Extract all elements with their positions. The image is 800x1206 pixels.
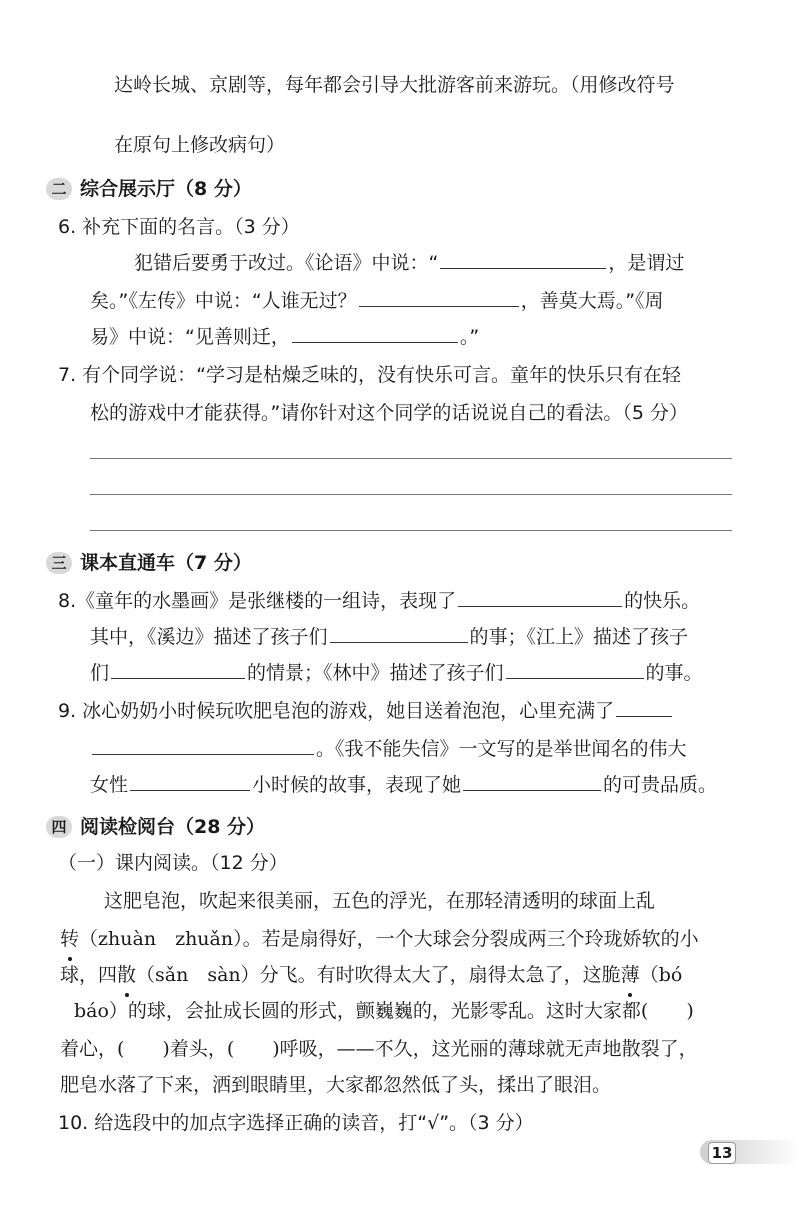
text-segment: 。《我不能失信》一文写的是举世闻名的伟大 — [316, 738, 687, 760]
dotted-char: 转 — [60, 924, 79, 954]
text-line: 达岭长城、京剧等，每年都会引导大批游客前来游玩。（用修改符号 — [114, 74, 675, 96]
passage-line: 这肥皂泡，吹起来很美丽，五色的浮光，在那轻清透明的球面上乱 — [104, 890, 656, 912]
text-segment: 们 — [90, 662, 110, 684]
passage-line — [60, 924, 699, 954]
section-badge: 三 — [46, 552, 72, 574]
text-segment: 8.《童年的水墨画》是张继楼的一组诗，表现了 — [58, 590, 457, 612]
text-segment: )呼吸，——不久，这光丽的薄球就无声地散裂了， — [272, 1038, 698, 1060]
section-badge: 二 — [46, 178, 72, 200]
text-segment: 的情景；《林中》描述了孩子们 — [247, 662, 504, 684]
text-line — [58, 696, 674, 726]
text-line — [134, 248, 684, 278]
text-line — [90, 770, 717, 800]
answer-blank[interactable] — [92, 734, 314, 755]
text-segment: 的事；《江上》描述了孩子 — [469, 626, 689, 648]
text-line: 在原句上修改病句） — [114, 134, 286, 156]
text-line — [90, 286, 664, 316]
section-title: 综合展示厅（8 分） — [80, 178, 252, 200]
answer-blank[interactable] — [506, 658, 644, 679]
answer-blank[interactable] — [616, 696, 672, 717]
answer-blank[interactable] — [330, 622, 468, 643]
text-segment: （bó — [639, 964, 683, 986]
answer-blank[interactable] — [111, 658, 245, 679]
text-segment: báo）的球，会扯成长圆的形式，颤巍巍的，光影零乱。这时大家都( — [74, 1000, 649, 1022]
dotted-char: 散 — [117, 960, 136, 990]
text-segment: 女性 — [90, 774, 129, 796]
text-segment: 球，四 — [60, 964, 118, 986]
passage-line: 肥皂水落了下来，洒到眼睛里，大家都忽然低了头，揉出了眼泪。 — [60, 1074, 612, 1096]
text-segment: （sǎn sàn）分飞。有时吹得太大了，扇得太急了，这脆 — [136, 964, 621, 986]
text-segment: 。” — [459, 326, 480, 348]
question-title: 6. 补充下面的名言。（3 分） — [58, 216, 300, 238]
text-segment: ) — [686, 1000, 694, 1022]
passage-line — [74, 996, 694, 1026]
question-text: 松的游戏中才能获得。”请你针对这个同学的话说说自己的看法。（5 分） — [90, 402, 688, 424]
section-title: 课本直通车（7 分） — [80, 552, 252, 574]
text-line — [90, 734, 687, 764]
text-segment: 的快乐。 — [624, 590, 701, 612]
answer-blank[interactable] — [463, 770, 601, 791]
section-badge: 四 — [46, 816, 72, 838]
text-segment: ，是谓过 — [608, 252, 685, 274]
text-segment: 着心，( — [60, 1038, 125, 1060]
passage-line — [60, 960, 682, 990]
question-text: 7. 有个同学说：“学习是枯燥乏味的，没有快乐可言。童年的快乐只有在轻 — [58, 364, 682, 386]
text-line — [90, 322, 479, 352]
question-text: 10. 给选段中的加点字选择正确的读音，打“√”。（3 分） — [58, 1112, 534, 1134]
answer-blank[interactable] — [130, 770, 250, 791]
answer-blank[interactable] — [292, 322, 458, 343]
text-line — [58, 586, 700, 616]
section-title: 阅读检阅台（28 分） — [80, 816, 266, 838]
page-number: 13 — [708, 1142, 736, 1164]
text-line — [90, 622, 688, 652]
text-line — [90, 658, 703, 688]
text-segment: 矣。”《左传》中说：“人谁无过？ — [90, 290, 357, 312]
text-segment: 其中，《溪边》描述了孩子们 — [90, 626, 328, 648]
answer-line[interactable] — [90, 494, 732, 495]
text-segment: )着头，( — [162, 1038, 235, 1060]
text-segment: 9. 冰心奶奶小时候玩吹肥皂泡的游戏，她目送着泡泡，心里充满了 — [58, 700, 615, 722]
answer-blank[interactable] — [440, 248, 606, 269]
text-segment: 犯错后要勇于改过。《论语》中说：“ — [134, 252, 439, 274]
text-segment: 小时候的故事，表现了她 — [252, 774, 462, 796]
subsection-title: （一）课内阅读。（12 分） — [58, 852, 288, 874]
answer-blank[interactable] — [458, 586, 622, 607]
answer-line[interactable] — [90, 458, 732, 459]
text-segment: 易》中说：“见善则迁， — [90, 326, 290, 348]
answer-line[interactable] — [90, 530, 732, 531]
dotted-char: 薄 — [621, 960, 640, 990]
answer-blank[interactable] — [359, 286, 519, 307]
text-segment: 的事。 — [645, 662, 703, 684]
passage-line — [60, 1034, 698, 1064]
text-segment: 的可贵品质。 — [603, 774, 718, 796]
text-segment: ，善莫大焉。”《周 — [520, 290, 664, 312]
text-segment: （zhuàn zhuǎn）。若是扇得好，一个大球会分裂成两三个玲珑娇软的小 — [79, 928, 699, 950]
